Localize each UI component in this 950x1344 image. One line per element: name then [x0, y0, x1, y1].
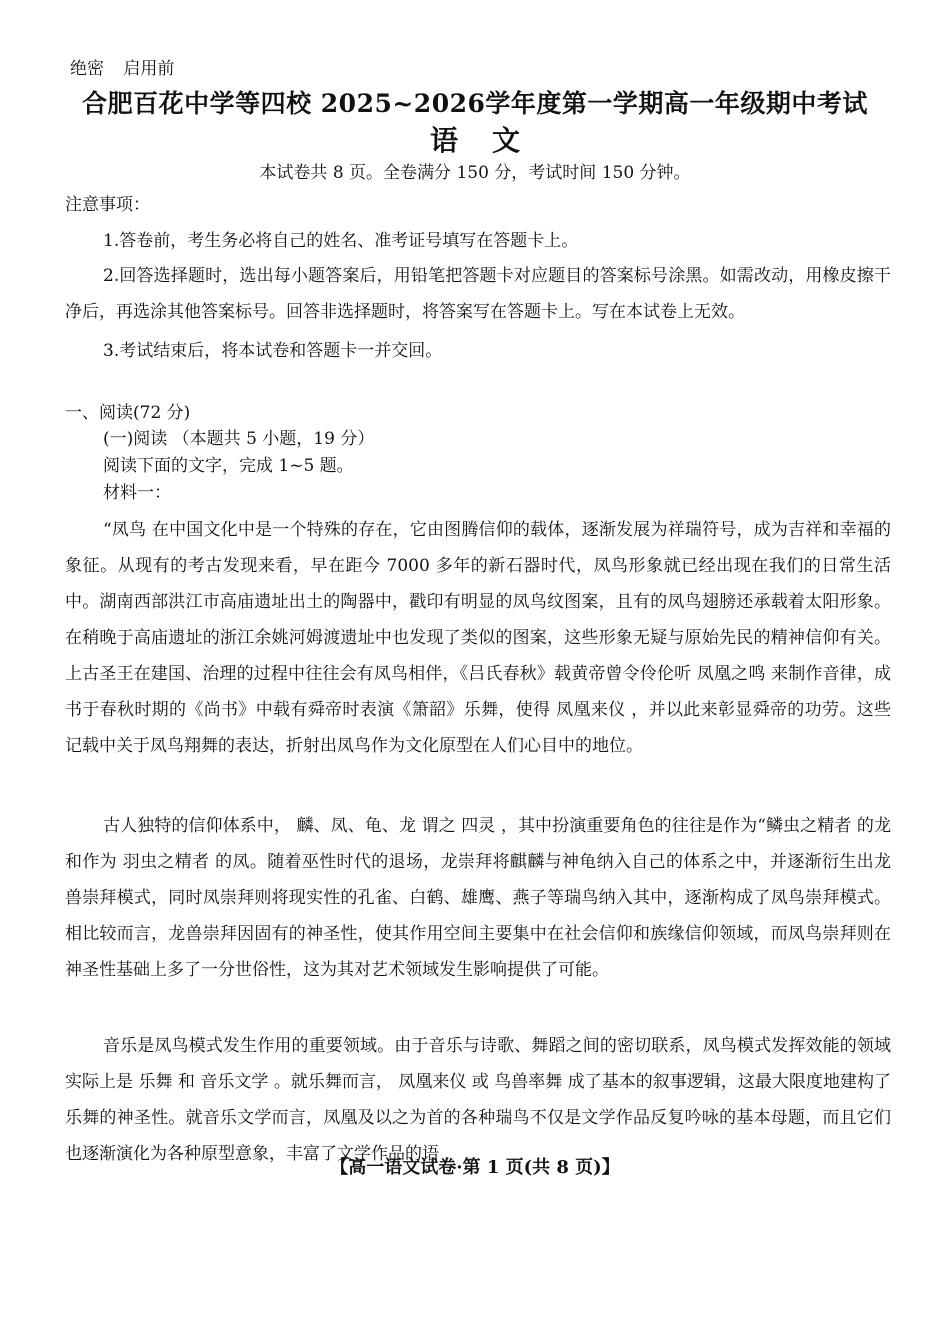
note-item: 3.考试结束后，将本试卷和答题卡一并交回。: [103, 341, 443, 361]
notes-heading: 注意事项：: [65, 195, 150, 215]
subsection-heading: (一)阅读 （本题共 5 小题，19 分）: [103, 429, 375, 449]
instruction-text: 阅读下面的文字，完成 1~5 题。: [103, 456, 354, 476]
page-footer: 【高一语文试卷·第 1 页(共 8 页)】: [330, 1157, 620, 1178]
material-label: 材料一：: [103, 483, 171, 503]
exam-title: 合肥百花中学等四校 2025~2026学年度第一学期高一年级期中考试: [82, 89, 868, 118]
confidential-label: 绝密 启用前: [70, 59, 175, 79]
passage-paragraph-3: 音乐是凤鸟模式发生作用的重要领域。由于音乐与诗歌、舞蹈之间的密切联系，凤鸟模式发挥效能的领域实际上是 乐舞 和 音乐文学 。就乐舞而言， 凤凰来仪 或 鸟兽率舞 成了基本的叙事逻辑，这最大限度地建构了乐舞的神圣性。就音乐文学而言，凤凰及以之为首的各种瑞鸟不仅是文学作品反复吟咏的基本母题，而且它们也逐渐演化为各种原型意象，丰富了文学作品的语: [65, 1036, 891, 1164]
section-heading: 一、阅读(72 分): [65, 403, 191, 423]
passage-paragraph-2: 古人独特的信仰体系中， 麟、凤、龟、龙 谓之 四灵 ，其中扮演重要角色的往往是作为“鳞虫之精者 的龙和作为 羽虫之精者 的凤。随着巫性时代的退场，龙崇拜将麒麟与神龟纳入自己的体系之中，并逐渐衍生出龙兽崇拜模式，同时凤崇拜则将现实性的孔雀、白鹤、雄鹰、燕子等瑞鸟纳入其中，逐渐构成了凤鸟崇拜模式。相比较而言，龙兽崇拜因固有的神圣性，使其作用空间主要集中在社会信仰和族缘信仰领域，而凤鸟崇拜则在神圣性基础上多了一分世俗性，这为其对艺术领域发生影响提供了可能。: [65, 816, 891, 980]
exam-info: 本试卷共 8 页。全卷满分 150 分，考试时间 150 分钟。: [259, 163, 691, 183]
passage-paragraph-1: “凤鸟 在中国文化中是一个特殊的存在，它由图腾信仰的载体，逐渐发展为祥瑞符号，成为吉祥和幸福的象征。从现有的考古发现来看，早在距今 7000 多年的新石器时代，凤鸟形象就已经出现在我们的日常生活中。湖南西部洪江市高庙遗址出土的陶器中，戳印有明显的凤鸟纹图案，且有的凤鸟翅膀还承载着太阳形象。在稍晚于高庙遗址的浙江余姚河姆渡遗址中也发现了类似的图案，这些形象无疑与原始先民的精神信仰有关。上古圣王在建国、治理的过程中往往会有凤鸟相伴，《吕氏春秋》载黄帝曾令伶伦听 凤凰之鸣 来制作音律，成书于春秋时期的《尚书》中载有舜帝时表演《箫韶》乐舞，使得 凤凰来仪 ，并以此来彰显舜帝的功劳。这些记载中关于凤鸟翔舞的表达，折射出凤鸟作为文化原型在人们心目中的地位。: [65, 520, 891, 756]
note-item: 1.答卷前，考生务必将自己的姓名、准考证号填写在答题卡上。: [103, 231, 579, 251]
note-item: 2.回答选择题时，选出每小题答案后，用铅笔把答题卡对应题目的答案标号涂黑。如需改动，用橡皮擦干净后，再选涂其他答案标号。回答非选择题时，将答案写在答题卡上。写在本试卷上无效。: [65, 266, 891, 322]
subject-title: 语文: [429, 124, 554, 157]
